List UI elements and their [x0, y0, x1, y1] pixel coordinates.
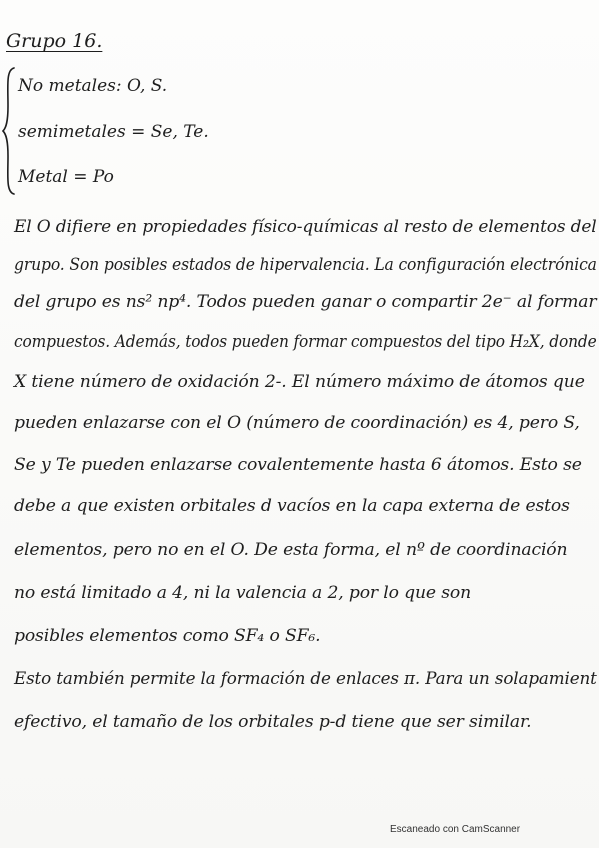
curly-brace-icon	[2, 66, 16, 196]
text-line: posibles elementos como SF₄ o SF₆.	[14, 626, 321, 646]
scanner-watermark: Escaneado con CamScanner	[390, 824, 521, 835]
text-line: pueden enlazarse con el O (número de coordinación) es 4, pero S,	[14, 413, 580, 433]
text-line: efectivo, el tamaño de los orbitales p-d tiene que ser similar.	[14, 712, 532, 732]
text-line: del grupo es ns² np⁴. Todos pueden ganar o compartir 2e⁻ al formar	[14, 292, 597, 312]
text-line: compuestos. Además, todos pueden formar compuestos del tipo H₂X, donde	[14, 332, 597, 352]
text-line: grupo. Son posibles estados de hipervalencia. La configuración electrónica	[14, 255, 597, 275]
text-line: Se y Te pueden enlazarse covalentemente hasta 6 átomos. Esto se	[14, 455, 582, 475]
group-item-semimetals: semimetales = Se, Te.	[18, 122, 209, 142]
group-item-metal: Metal = Po	[18, 167, 114, 187]
text-line: elementos, pero no en el O. De esta forma, el nº de coordinación	[14, 540, 568, 560]
section-title: Grupo 16.	[6, 30, 103, 52]
text-line: no está limitado a 4, ni la valencia a 2, por lo que son	[14, 583, 472, 603]
text-line: X tiene número de oxidación 2-. El número máximo de átomos que	[14, 372, 585, 392]
text-line: Esto también permite la formación de enlaces π. Para un solapamient	[14, 669, 597, 689]
group-item-nonmetals: No metales: O, S.	[18, 76, 168, 96]
text-line: debe a que existen orbitales d vacíos en la capa externa de estos	[14, 496, 570, 516]
text-line: El O difiere en propiedades físico-químicas al resto de elementos del	[14, 217, 597, 237]
